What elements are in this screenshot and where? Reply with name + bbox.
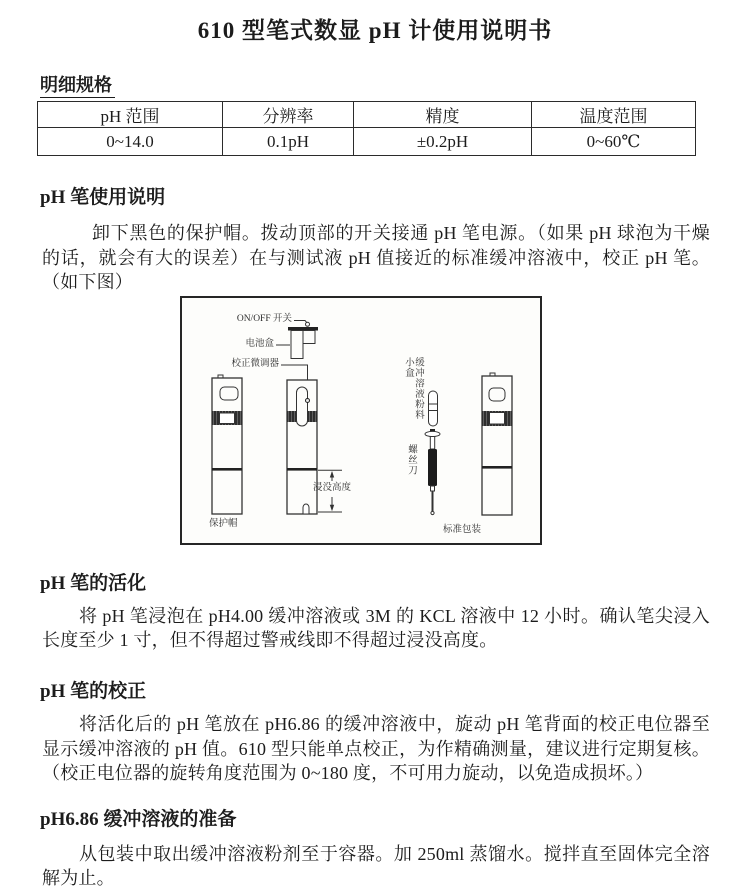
screwdriver-drawing: [425, 429, 440, 515]
header-cell-accuracy: 精度: [354, 102, 532, 128]
instruction-figure: [180, 296, 542, 545]
screwdriver-label: 螺丝刀: [406, 443, 416, 476]
value-cell-temp-range: 0~60℃: [532, 128, 696, 156]
paragraph-buffer-preparation: 从包装中取出缓冲溶液粉剂至于容器。加 250ml 蒸馏水。搅拌直至固体完全溶解为止。: [42, 843, 710, 889]
buffer-powder-vial-drawing: [429, 391, 438, 426]
header-cell-ph-range: pH 范围: [38, 102, 223, 128]
section-heading-calibration: pH 笔的校正: [40, 680, 147, 702]
page-title: 610 型笔式数显 pH 计使用说明书: [197, 18, 553, 43]
specs-heading: [40, 74, 750, 98]
paragraph-usage: 卸下黑色的保护帽。拨动顶部的开关接通 pH 笔电源。（如果 pH 球泡为干燥的话，就会有大的误差）在与测试液 pH 值接近的标准缓冲溶液中，校正 pH 笔。（如下图）: [42, 223, 710, 293]
battery-compartment-drawing: [288, 322, 318, 358]
protective-cap-label: 保护帽: [209, 518, 238, 529]
paragraph-activation: 将 pH 笔浸泡在 pH4.00 缓冲溶液或 3M 的 KCL 溶液中 12 小时。确认笔尖浸入长度至少 1 寸，但不得超过警戒线即不得超过浸没高度。: [42, 605, 710, 651]
value-cell-ph-range: 0~14.0: [38, 128, 223, 156]
section-heading-activation: pH 笔的活化: [40, 572, 147, 594]
header-cell-resolution: 分辨率: [223, 102, 354, 128]
specs-table-value-row: [38, 128, 696, 156]
standard-package-label: 标准包装: [443, 524, 482, 535]
on-off-switch-label: ON/OFF 开关: [236, 313, 292, 324]
figure-line-art: [182, 298, 540, 543]
paragraph-calibration: 将活化后的 pH 笔放在 pH6.86 的缓冲溶液中，旋动 pH 笔背面的校正电位器至显示缓冲溶液的 pH 值。610 型只能单点校正，为作精确测量，建议进行定期复核。（校正电位器的旋转角度范围为 0~180 度，不可用力旋动，以免造成损坏。）: [42, 713, 710, 784]
specs-table-header-row: [38, 102, 696, 128]
section-heading-usage: pH 笔使用说明: [40, 187, 166, 208]
battery-box-label: 电池盒: [245, 338, 274, 349]
specs-table: [37, 101, 696, 156]
calibration-trimmer-label: 校正微调器: [231, 358, 279, 369]
pen-with-cap-drawing: [212, 375, 242, 514]
specs-heading-text: 明细规格: [40, 74, 115, 98]
value-cell-resolution: 0.1pH: [223, 128, 354, 156]
immersion-height-label: 浸没高度: [313, 482, 352, 493]
value-cell-accuracy: ±0.2pH: [354, 128, 532, 156]
buffer-powder-box-label: 缓冲溶液粉料小盒: [403, 356, 423, 420]
section-heading-buffer-preparation: pH6.86 缓冲溶液的准备: [40, 808, 237, 830]
header-cell-temp-range: 温度范围: [532, 102, 696, 128]
packaged-pen-drawing: [482, 373, 512, 515]
